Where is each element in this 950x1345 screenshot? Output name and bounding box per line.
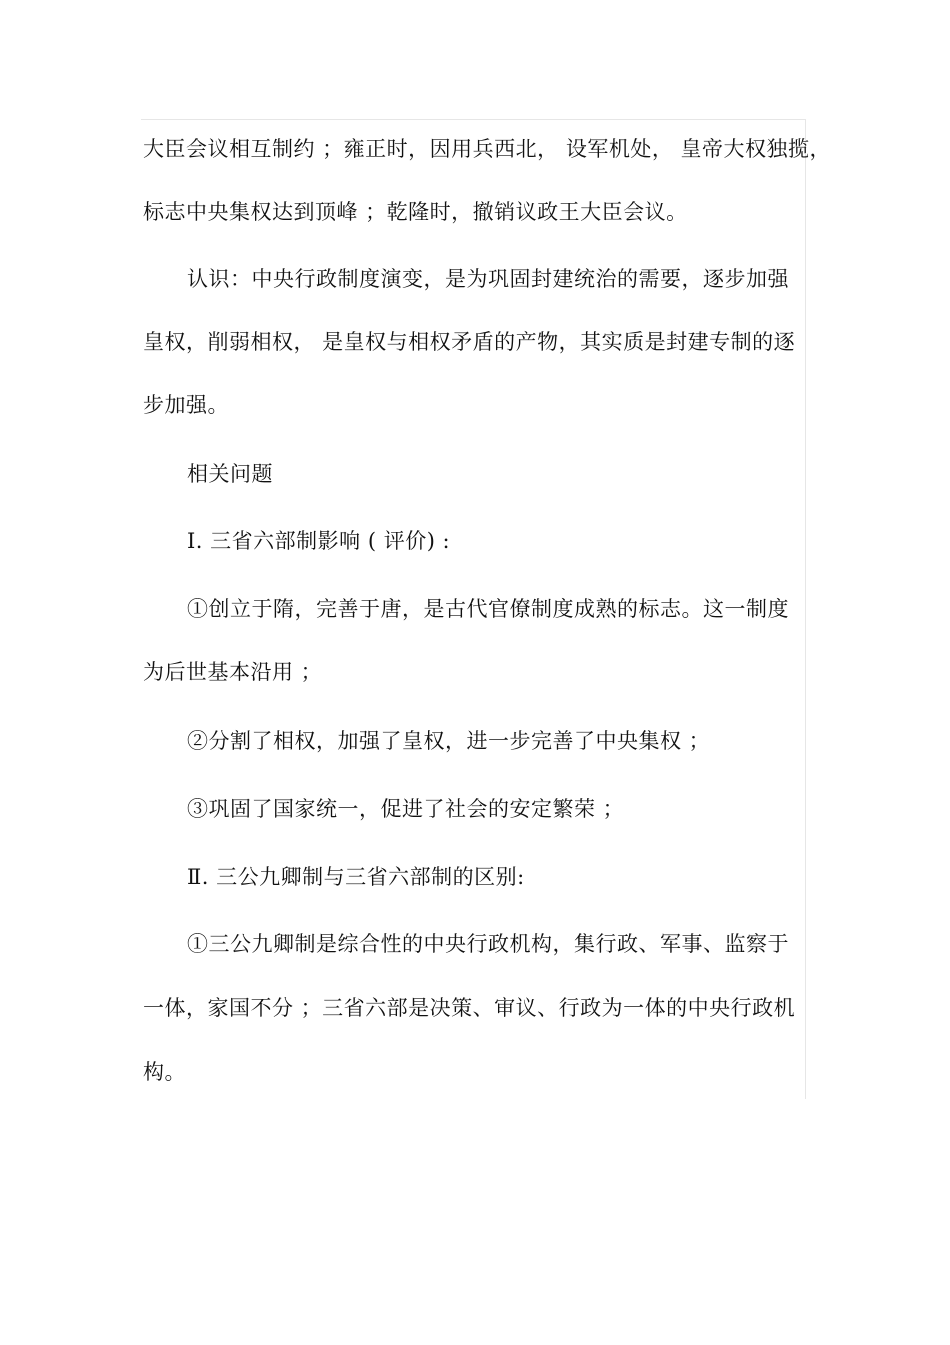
section-heading-related: 相关问题 — [187, 462, 273, 486]
text-line-1: 大臣会议相互制约 ；雍正时，因用兵西北， 设军机处， 皇帝大权独揽， — [143, 137, 832, 161]
text-line-5: 步加强。 — [143, 393, 229, 417]
list-item-4-cont-2: 构。 — [143, 1060, 186, 1084]
list-item-4-cont: 一体，家国不分 ；三省六部是决策、审议、行政为一体的中央行政机 — [143, 996, 796, 1020]
paragraph-recognition: 认识：中央行政制度演变，是为巩固封建统治的需要，逐步加强 — [187, 267, 789, 291]
heading-item-I: Ⅰ. 三省六部制影响 ( 评价) : — [187, 529, 451, 553]
text-line-2: 标志中央集权达到顶峰 ；乾隆时，撤销议政王大臣会议。 — [143, 200, 688, 224]
list-item-1: ①创立于隋，完善于唐，是古代官僚制度成熟的标志。这一制度 — [187, 597, 789, 621]
heading-item-II: Ⅱ. 三公九卿制与三省六部制的区别: — [187, 865, 525, 889]
text-line-4: 皇权，削弱相权， 是皇权与相权矛盾的产物，其实质是封建专制的逐 — [143, 330, 796, 354]
list-item-3: ③巩固了国家统一，促进了社会的安定繁荣 ； — [187, 797, 625, 821]
list-item-2: ②分割了相权，加强了皇权，进一步完善了中央集权 ； — [187, 729, 711, 753]
list-item-1-cont: 为后世基本沿用 ； — [143, 660, 323, 684]
list-item-4: ①三公九卿制是综合性的中央行政机构，集行政、军事、监察于 — [187, 932, 789, 956]
